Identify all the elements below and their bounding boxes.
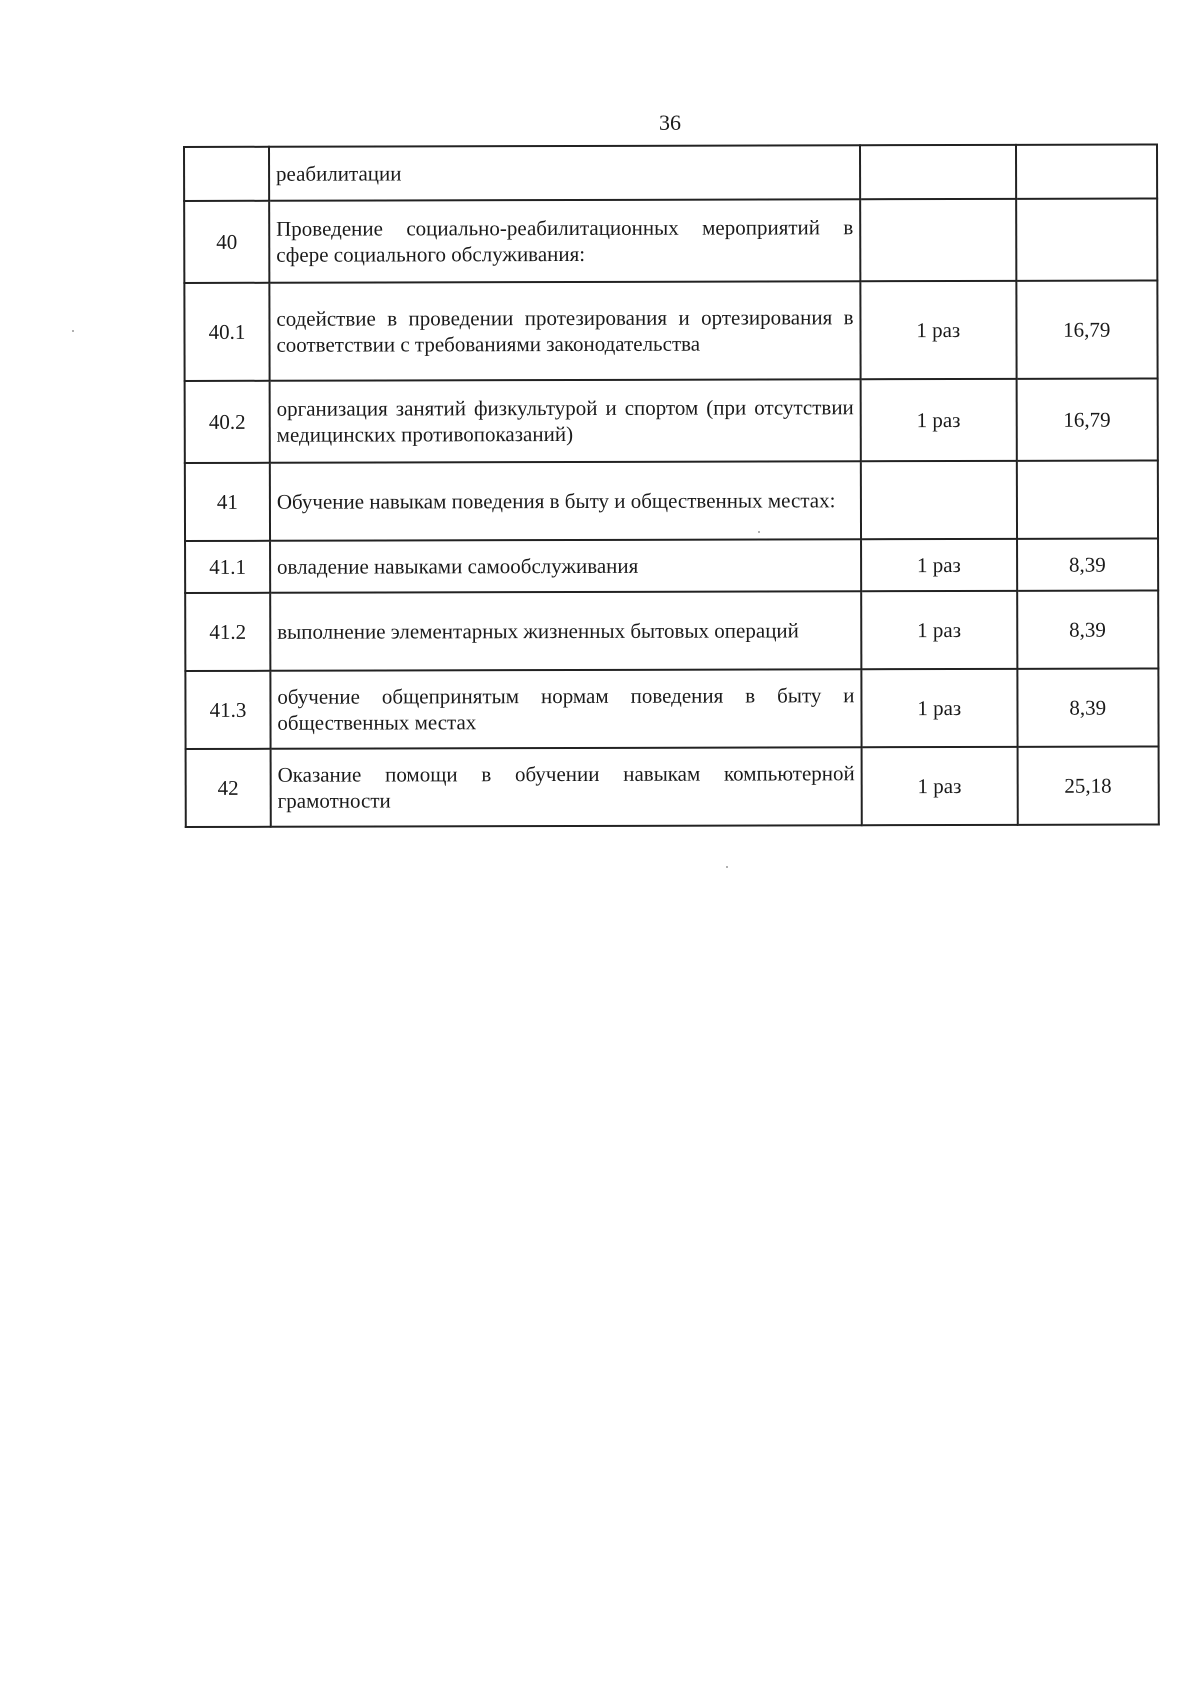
service-frequency: 1 раз — [862, 747, 1018, 825]
service-description: организация занятий физкультурой и спортом (при отсутствии медицинских противопоказаний) — [270, 379, 861, 463]
service-frequency: 1 раз — [861, 591, 1017, 669]
service-price: 8,39 — [1017, 668, 1159, 746]
page-number: 36 — [659, 110, 681, 135]
service-description: Оказание помощи в обучении навыкам компьютерной грамотности — [270, 747, 861, 827]
row-number: 42 — [186, 749, 271, 827]
table-row — [184, 144, 1157, 201]
row-number: 41.1 — [185, 541, 270, 593]
service-frequency — [861, 461, 1017, 539]
scan-speck — [726, 866, 728, 868]
row-number — [184, 147, 269, 201]
service-description: выполнение элементарных жизненных бытовых операций — [270, 591, 861, 671]
service-price: 16,79 — [1016, 280, 1158, 378]
service-description: Проведение социально-реабилитационных мероприятий в сфере социального обслуживания: — [269, 199, 860, 283]
table-row — [186, 746, 1159, 827]
service-frequency — [860, 199, 1016, 281]
service-frequency: 1 раз — [861, 379, 1017, 461]
service-frequency: 1 раз — [861, 669, 1017, 747]
scan-speck — [72, 330, 74, 332]
table-row — [185, 590, 1158, 671]
service-price: 8,39 — [1017, 590, 1159, 668]
service-price — [1016, 460, 1158, 538]
service-price: 25,18 — [1017, 746, 1159, 824]
table-row — [184, 198, 1157, 283]
service-description: обучение общепринятым нормам поведения в быту и общественных местах — [270, 669, 861, 749]
row-number: 41 — [185, 463, 270, 541]
service-description: реабилитации — [269, 145, 860, 201]
table-row — [185, 538, 1158, 593]
row-number: 40.1 — [184, 283, 269, 381]
scan-speck — [758, 531, 760, 533]
services-table — [183, 143, 1160, 828]
service-frequency — [860, 145, 1016, 199]
service-price — [1016, 198, 1158, 280]
table-row — [185, 668, 1158, 749]
service-price — [1015, 144, 1157, 198]
service-description: овладение навыками самообслуживания — [270, 539, 861, 593]
service-price: 8,39 — [1017, 538, 1159, 590]
service-frequency: 1 раз — [860, 281, 1016, 379]
service-price: 16,79 — [1016, 378, 1158, 460]
table-row — [185, 378, 1158, 463]
row-number: 41.2 — [185, 593, 270, 671]
row-number: 40.2 — [185, 381, 270, 463]
service-frequency: 1 раз — [861, 539, 1017, 591]
table-row — [184, 280, 1157, 381]
row-number: 40 — [184, 201, 269, 283]
service-description: содействие в проведении протезирования и ортезирования в соответствии с требованиями законодательства — [269, 281, 860, 381]
row-number: 41.3 — [185, 671, 270, 749]
service-description: Обучение навыкам поведения в быту и общественных местах: — [270, 461, 861, 541]
table-row — [185, 460, 1158, 541]
